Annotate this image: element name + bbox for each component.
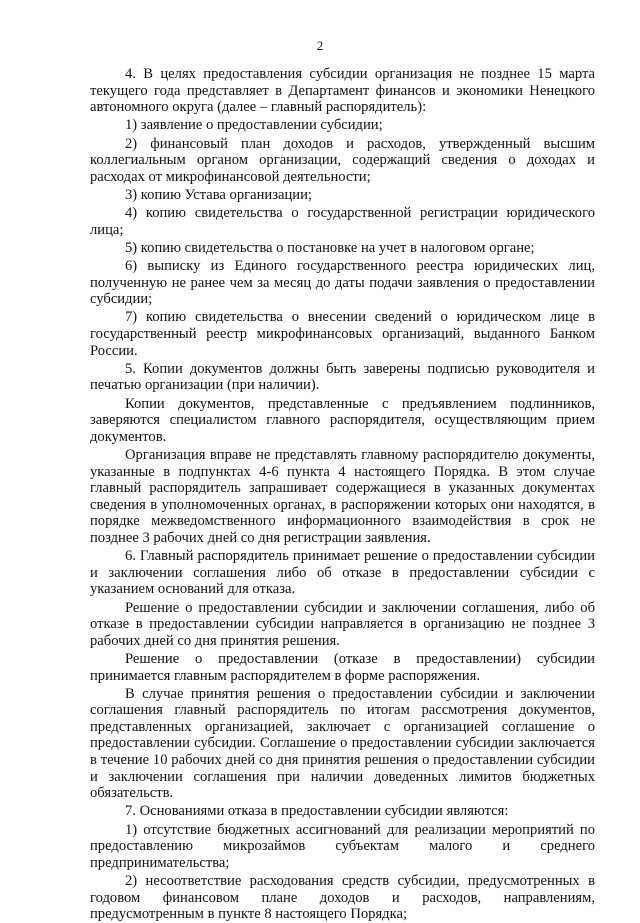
paragraph-copies: Копии документов, представленные с предъявлением подлинников, заверяются специалистом главного распорядителя, осуществляющим прием документов. bbox=[90, 395, 595, 445]
list-item-4: 4) копию свидетельства о государственной регистрации юридического лица; bbox=[90, 205, 595, 238]
list-item-2: 2) финансовый план доходов и расходов, утвержденный высшим коллегиальным органом организации, содержащий сведения о доходах и расходах от микрофинансовой деятельности; bbox=[90, 135, 595, 185]
paragraph-decision-form: Решение о предоставлении (отказе в предоставлении) субсидии принимается главным распорядителем в форме распоряжения. bbox=[90, 650, 595, 684]
paragraph-organization-right: Организация вправе не представлять главному распорядителю документы, указанные в подпунктах 4-6 пункта 4 настоящего Порядка. В этом случае главный распорядитель запрашивает содержащиеся в указанных документах сведения в уполномоченных органах, в распоряжении которых они находятся, в порядке межведомственного информационного взаимодействия в срок не позднее 3 рабочих дней со дня регистрации заявления. bbox=[90, 447, 595, 546]
refusal-item-1: 1) отсутствие бюджетных ассигнований для реализации мероприятий по предоставлению микрозаймов субъектам малого и среднего предпринимательства; bbox=[90, 821, 595, 871]
list-item-6: 6) выписку из Единого государственного реестра юридических лиц, полученную не ранее чем за месяц до даты подачи заявления о предоставлении субсидии; bbox=[90, 258, 595, 308]
list-item-1: 1) заявление о предоставлении субсидии; bbox=[125, 117, 383, 134]
list-item-5: 5) копию свидетельства о постановке на учет в налоговом органе; bbox=[125, 239, 535, 256]
refusal-item-2: 2) несоответствие расходования средств субсидии, предусмотренных в годовом финансовом плане доходов и расходов, направлениям, предусмотренным в пункте 8 настоящего Порядка; bbox=[90, 873, 595, 923]
paragraph-agreement: В случае принятия решения о предоставлении субсидии и заключении соглашения главный распорядитель по итогам рассмотрения документов, представленных организацией, заключает с организацией соглашение о предоставлении субсидии. Соглашение о предоставлении субсидии заключается в течение 10 рабочих дней со дня принятия решения о предоставлении субсидии и заключении соглашения при наличии доведенных лимитов бюджетных обязательств. bbox=[90, 685, 595, 802]
paragraph-6: 6. Главный распорядитель принимает решение о предоставлении субсидии и заключении соглашения либо об отказе в предоставлении субсидии с указанием оснований для отказа. bbox=[90, 548, 595, 598]
paragraph-7: 7. Основаниями отказа в предоставлении субсидии являются: bbox=[125, 803, 509, 820]
paragraph-4-intro: 4. В целях предоставления субсидии организация не позднее 15 марта текущего года представляет в Департамент финансов и экономики Ненецкого автономного округа (далее – главный распорядитель): bbox=[90, 66, 595, 116]
list-item-3: 3) копию Устава организации; bbox=[125, 186, 312, 203]
paragraph-decision-sent: Решение о предоставлении субсидии и заключении соглашения, либо об отказе в предоставлении субсидии направляется в организацию не позднее 3 рабочих дней со дня принятия решения. bbox=[90, 599, 595, 649]
paragraph-5: 5. Копии документов должны быть заверены подписью руководителя и печатью организации (при наличии). bbox=[90, 360, 595, 394]
page-number: 2 bbox=[316, 38, 324, 53]
list-item-7: 7) копию свидетельства о внесении сведений о юридическом лице в государственный реестр микрофинансовых организаций, выданного Банком России. bbox=[90, 309, 595, 359]
document-body bbox=[90, 66, 595, 923]
